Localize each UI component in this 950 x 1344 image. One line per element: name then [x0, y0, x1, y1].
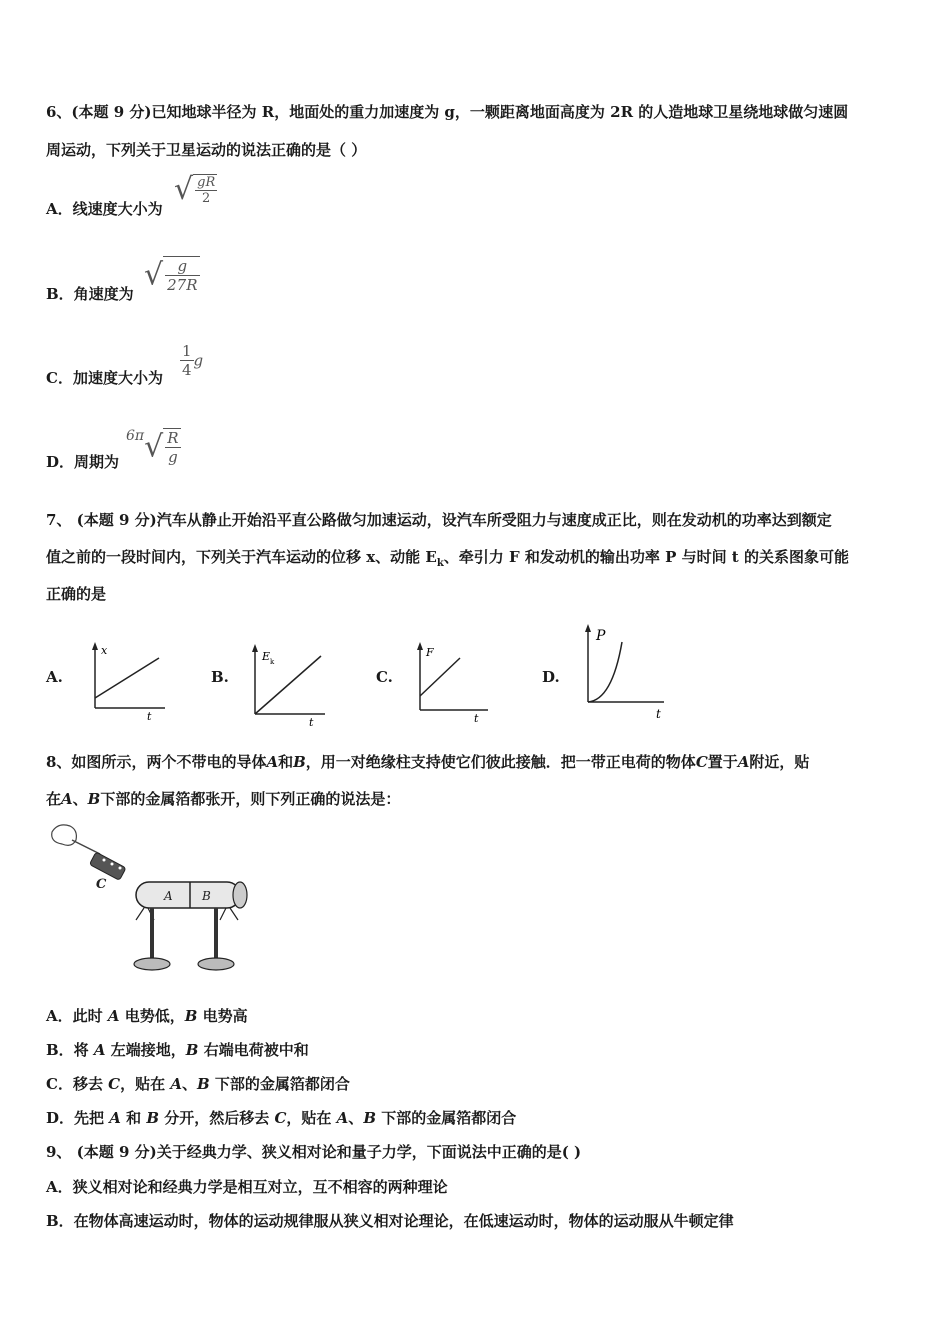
q8-l1-A: A: [266, 753, 279, 771]
q8-l1-A2: A: [737, 753, 750, 771]
q7-graph-a: [85, 640, 175, 725]
x-label: t: [656, 707, 661, 721]
q8a-3: B: [184, 1007, 198, 1025]
q8-l2-sep: 、: [72, 790, 88, 808]
q6-option-a-formula: √ $\frac{gR}{2}$: [174, 172, 216, 207]
hand-icon: [52, 825, 77, 845]
q8-option-c[interactable]: [46, 1073, 350, 1095]
q8-l1-and: 和: [278, 753, 294, 771]
q6c-num: 1: [182, 342, 192, 360]
q9-line-1: 9、 (本题 9 分)关于经典力学、狭义相对论和量子力学，下面说法中正确的是( ): [46, 1143, 582, 1161]
x-label: t: [474, 712, 479, 725]
q8c-1: C: [108, 1075, 121, 1093]
q6c-var: g: [193, 351, 204, 370]
q6-option-c[interactable]: [46, 367, 163, 389]
y-label: E: [262, 650, 271, 663]
q8c-6: 下部的金属箔都闭合: [209, 1075, 350, 1093]
q8b-0: B．将: [46, 1041, 94, 1059]
q6-option-d[interactable]: [46, 451, 119, 473]
q7-line-2-b: 、牵引力 F 和发动机的输出功率 P 与时间 t 的关系图象可能: [443, 548, 849, 566]
graph-curve: [588, 642, 622, 702]
q6c-den: 4: [182, 361, 192, 379]
q7-graph-b: [245, 642, 335, 730]
cylinder-end: [233, 882, 247, 908]
q8-l2-a: 在: [46, 790, 62, 808]
q8c-5: B: [197, 1075, 210, 1093]
q8-l1-a: 8、如图所示，两个不带电的导体: [46, 753, 267, 771]
q6-option-b-label: B．角速度为: [46, 285, 134, 303]
plus-mark: [119, 867, 122, 870]
q8d-5: C: [274, 1109, 287, 1127]
q8c-3: A: [170, 1075, 182, 1093]
q8-l1-c: 置于: [707, 753, 738, 771]
q7-line-2-a: 值之前的一段时间内，下列关于汽车运动的位移 x、动能 E: [46, 548, 437, 566]
q6-option-d-label: D．周期为: [46, 453, 120, 471]
q8c-0: C．移去: [46, 1075, 109, 1093]
y-label: P: [596, 628, 606, 644]
q8-l1-d: 附近，贴: [749, 753, 810, 771]
base-left: [134, 958, 170, 970]
q7-graph-d: [578, 622, 670, 722]
q9-option-b[interactable]: B．在物体高速运动时，物体的运动规律服从狭义相对论理论，在低速运动时，物体的运动服从牛顿定律: [46, 1212, 734, 1230]
q8-figure: [44, 820, 254, 980]
q7-graph-d-label[interactable]: D.: [542, 668, 560, 686]
q6-option-b[interactable]: [46, 283, 134, 305]
q6-option-b-formula: √ $\frac{g}{27R}$: [144, 257, 198, 294]
y-label: x: [101, 644, 108, 657]
q6d-coef: 6π: [126, 428, 145, 444]
rod: [72, 840, 100, 854]
q7-line-2-sub: k: [436, 558, 444, 569]
q8b-1: A: [93, 1041, 106, 1059]
x-label: t: [309, 716, 314, 729]
label-c: C: [96, 877, 107, 892]
plus-mark: [103, 859, 106, 862]
q8b-4: 右端电荷被中和: [198, 1041, 309, 1059]
q7-graph-c-label[interactable]: C.: [376, 668, 393, 686]
q8-l2-B: B: [87, 790, 101, 808]
label-a: A: [164, 889, 173, 903]
conductors-ab: [136, 882, 240, 908]
q8d-6: ，贴在: [286, 1109, 337, 1127]
y-arrow: [417, 642, 423, 650]
q8d-3: B: [146, 1109, 160, 1127]
q8a-2: 电势低，: [119, 1007, 185, 1025]
q7-line-2: [46, 546, 849, 575]
q7-graph-c: [410, 640, 495, 725]
q8d-8: 、: [348, 1109, 364, 1127]
q9-option-a[interactable]: A．狭义相对论和经典力学是相互对立，互不相容的两种理论: [46, 1178, 448, 1196]
charged-object-c: [89, 852, 126, 880]
q6d-den: g: [168, 448, 178, 466]
q7-graph-a-label[interactable]: A.: [46, 668, 63, 686]
q8-l2-b: 下部的金属箔都张开，则下列正确的说法是：: [100, 790, 401, 808]
q8d-7: A: [336, 1109, 349, 1127]
q8d-0: D．先把: [46, 1109, 110, 1127]
q8-l1-b: ，用一对绝缘柱支持使它们彼此接触．把一带正电荷的物体: [305, 753, 696, 771]
base-right: [198, 958, 234, 970]
q7-line-1: 7、 (本题 9 分)汽车从静止开始沿平直公路做匀加速运动，设汽车所受阻力与速度成正比，则在发动机的功率达到额定: [46, 511, 832, 529]
q8b-2: 左端接地，: [105, 1041, 186, 1059]
q6-line-2: 周运动，下列关于卫星运动的说法正确的是（ ）: [46, 141, 367, 159]
y-arrow: [92, 642, 98, 650]
y-sub: k: [270, 658, 275, 666]
q8a-0: A．此时: [46, 1007, 108, 1025]
q8-l1-B: B: [293, 753, 306, 771]
y-label: F: [426, 646, 434, 659]
q6-option-a-label: A．线速度大小为: [46, 200, 163, 218]
q8-option-a[interactable]: [46, 1005, 248, 1027]
q8a-1: A: [107, 1007, 120, 1025]
q8b-3: B: [185, 1041, 199, 1059]
q8-l1-C: C: [695, 753, 708, 771]
q8d-9: B: [363, 1109, 376, 1127]
q6-option-c-formula: [180, 342, 203, 379]
q8-l2-A: A: [61, 790, 73, 808]
q6a-num: gR: [197, 174, 216, 190]
q8a-4: 电势高: [197, 1007, 248, 1025]
plus-mark: [111, 863, 114, 866]
q6d-num: R: [167, 429, 179, 447]
q8d-10: 下部的金属箔都闭合: [376, 1109, 517, 1127]
q8c-4: 、: [182, 1075, 198, 1093]
y-arrow: [252, 644, 258, 652]
x-label: t: [147, 710, 152, 723]
graph-line: [95, 658, 159, 698]
leaf-b: [220, 908, 238, 920]
q8d-1: A: [109, 1109, 121, 1127]
q7-line-3: 正确的是: [46, 585, 107, 603]
q8-option-d[interactable]: [46, 1107, 516, 1129]
q6a-den: 2: [202, 190, 211, 206]
q8d-2: 和: [120, 1109, 147, 1127]
q8-line-1: [46, 751, 809, 773]
q8-option-b[interactable]: [46, 1039, 309, 1061]
q8d-4: 分开，然后移去: [159, 1109, 275, 1127]
q8c-2: ，贴在: [120, 1075, 171, 1093]
q6-option-a[interactable]: [46, 198, 163, 220]
q8-line-2: [46, 788, 400, 810]
q6-line-1: 6、(本题 9 分)已知地球半径为 R，地面处的重力加速度为 g，一颗距离地面高度为 2R 的人造地球卫星绕地球做匀速圆: [46, 103, 849, 121]
graph-line: [420, 658, 460, 696]
q6-option-d-formula: 6π√ $\frac{R}{g}$: [126, 428, 179, 466]
q6b-den: 27R: [167, 276, 198, 294]
graph-line: [255, 656, 321, 714]
label-b: B: [202, 889, 211, 903]
q6-option-c-label: C．加速度大小为: [46, 369, 163, 387]
q7-graph-b-label[interactable]: B.: [211, 668, 229, 686]
y-arrow: [585, 624, 591, 632]
q6b-num: g: [165, 257, 199, 276]
